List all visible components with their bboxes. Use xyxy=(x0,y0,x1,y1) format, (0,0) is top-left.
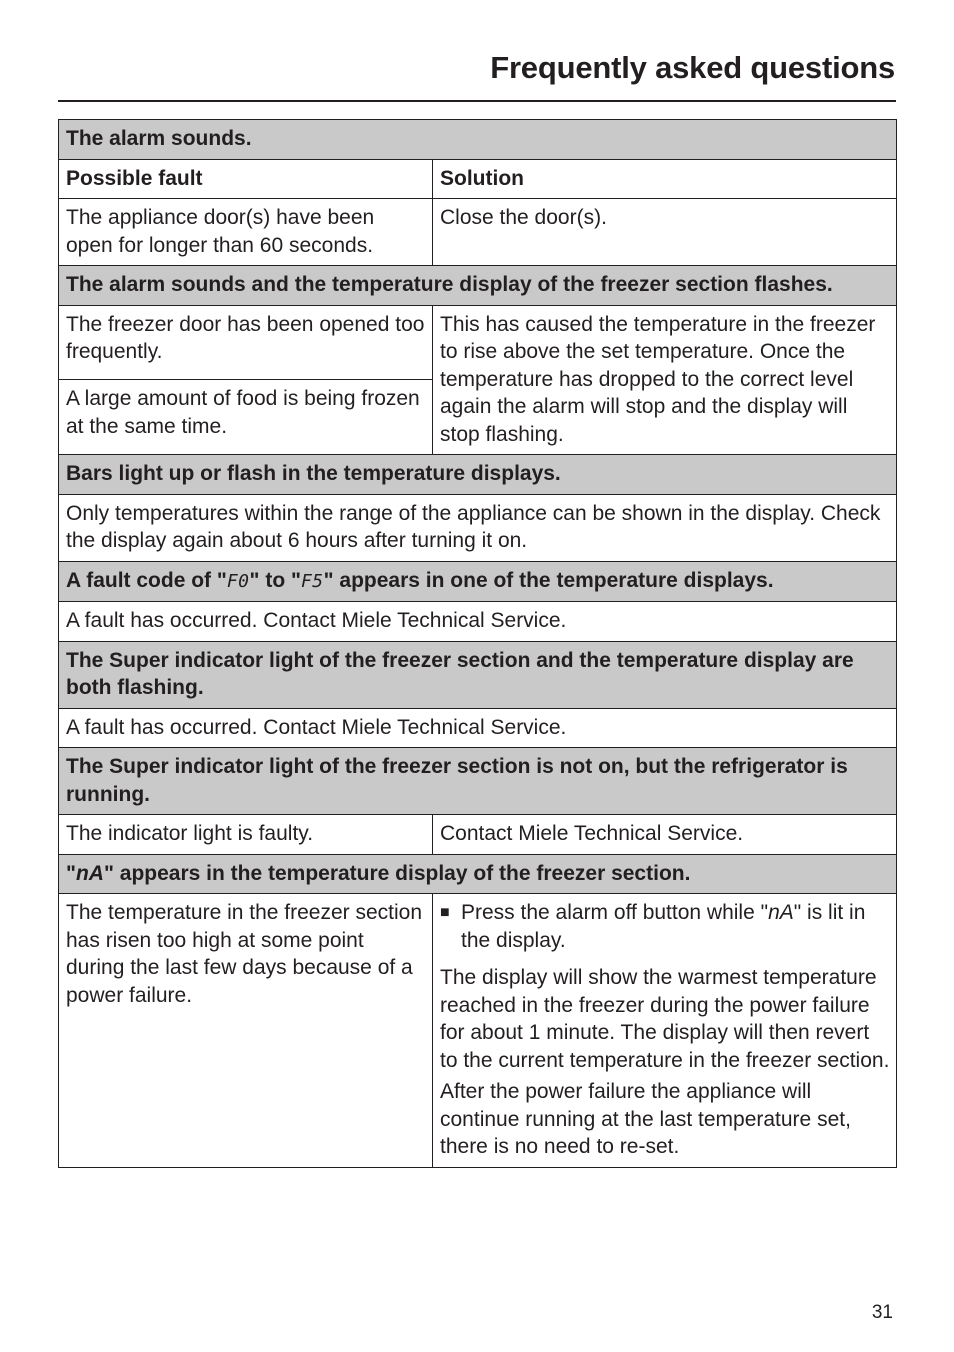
solution-paragraph: The display will show the warmest temperature reached in the freezer during the power failure for about 1 minute. The display will then revert to the current temperature in the freezer section. xyxy=(440,966,890,1072)
solution-cell xyxy=(433,894,897,1168)
heading-text: " appears in one of the temperature displays. xyxy=(323,568,774,592)
fault-cell: The freezer door has been opened too frequently. xyxy=(59,305,433,380)
section-header-row xyxy=(59,748,897,815)
solution-paragraph: After the power failure the appliance will continue running at the last temperature set, there is no need to re-set. xyxy=(440,1080,851,1158)
section-header-row xyxy=(59,561,897,602)
faq-table xyxy=(58,119,897,1168)
bullet-text xyxy=(461,899,890,954)
page-number: 31 xyxy=(871,1302,893,1323)
fault-cell: A large amount of food is being frozen at the same time. xyxy=(59,380,433,455)
solution-cell: Close the door(s). xyxy=(433,199,897,266)
section-header-row xyxy=(59,455,897,495)
fault-cell: The temperature in the freezer section has risen too high at some point during the last few days because of a power failure. xyxy=(59,894,433,1168)
table-row xyxy=(59,494,897,561)
square-bullet-icon: ■ xyxy=(440,904,450,921)
title-divider xyxy=(58,100,896,102)
na-code: nA xyxy=(768,901,794,924)
column-header-row xyxy=(59,159,897,199)
section-heading: The Super indicator light of the freezer section is not on, but the refrigerator is running. xyxy=(59,748,897,815)
heading-text: " xyxy=(66,861,76,885)
fault-code-to: F5 xyxy=(300,570,324,592)
info-cell: Only temperatures within the range of the appliance can be shown in the display. Check the display again about 6 hours after turning it on. xyxy=(59,494,897,561)
column-header-fault: Possible fault xyxy=(59,159,433,199)
table-row xyxy=(59,199,897,266)
section-header-row xyxy=(59,266,897,306)
section-heading: Bars light up or flash in the temperature displays. xyxy=(59,455,897,495)
page-title: Frequently asked questions xyxy=(490,50,895,85)
section-header-row xyxy=(59,120,897,160)
info-cell: A fault has occurred. Contact Miele Technical Service. xyxy=(59,602,897,642)
heading-text: A fault code of " xyxy=(66,568,227,592)
heading-text: " appears in the temperature display of the freezer section. xyxy=(103,861,691,885)
table-row xyxy=(59,815,897,855)
info-cell: A fault has occurred. Contact Miele Technical Service. xyxy=(59,708,897,748)
fault-code-from: F0 xyxy=(226,570,250,592)
section-heading xyxy=(59,561,897,602)
table-row xyxy=(59,305,897,380)
fault-cell: The appliance door(s) have been open for longer than 60 seconds. xyxy=(59,199,433,266)
section-heading xyxy=(59,854,897,894)
bullet-text-part: " is lit in the display. xyxy=(461,901,866,952)
section-header-row xyxy=(59,641,897,708)
column-header-solution: Solution xyxy=(433,159,897,199)
heading-text: " to " xyxy=(249,568,301,592)
table-row xyxy=(59,602,897,642)
instruction-bullet xyxy=(440,899,890,954)
solution-cell: This has caused the temperature in the freezer to rise above the set temperature. Once the temperature has dropped to the correct level again the alarm will stop and the display will stop flashing. xyxy=(433,305,897,455)
fault-cell: The indicator light is faulty. xyxy=(59,815,433,855)
section-header-row xyxy=(59,854,897,894)
table-row xyxy=(59,894,897,1168)
table-row xyxy=(59,708,897,748)
section-heading: The alarm sounds and the temperature display of the freezer section flashes. xyxy=(59,266,897,306)
solution-cell: Contact Miele Technical Service. xyxy=(433,815,897,855)
section-heading: The alarm sounds. xyxy=(59,120,897,160)
na-code: nA xyxy=(75,861,104,885)
bullet-text-part: Press the alarm off button while " xyxy=(461,901,769,924)
section-heading: The Super indicator light of the freezer section and the temperature display are both flashing. xyxy=(59,641,897,708)
